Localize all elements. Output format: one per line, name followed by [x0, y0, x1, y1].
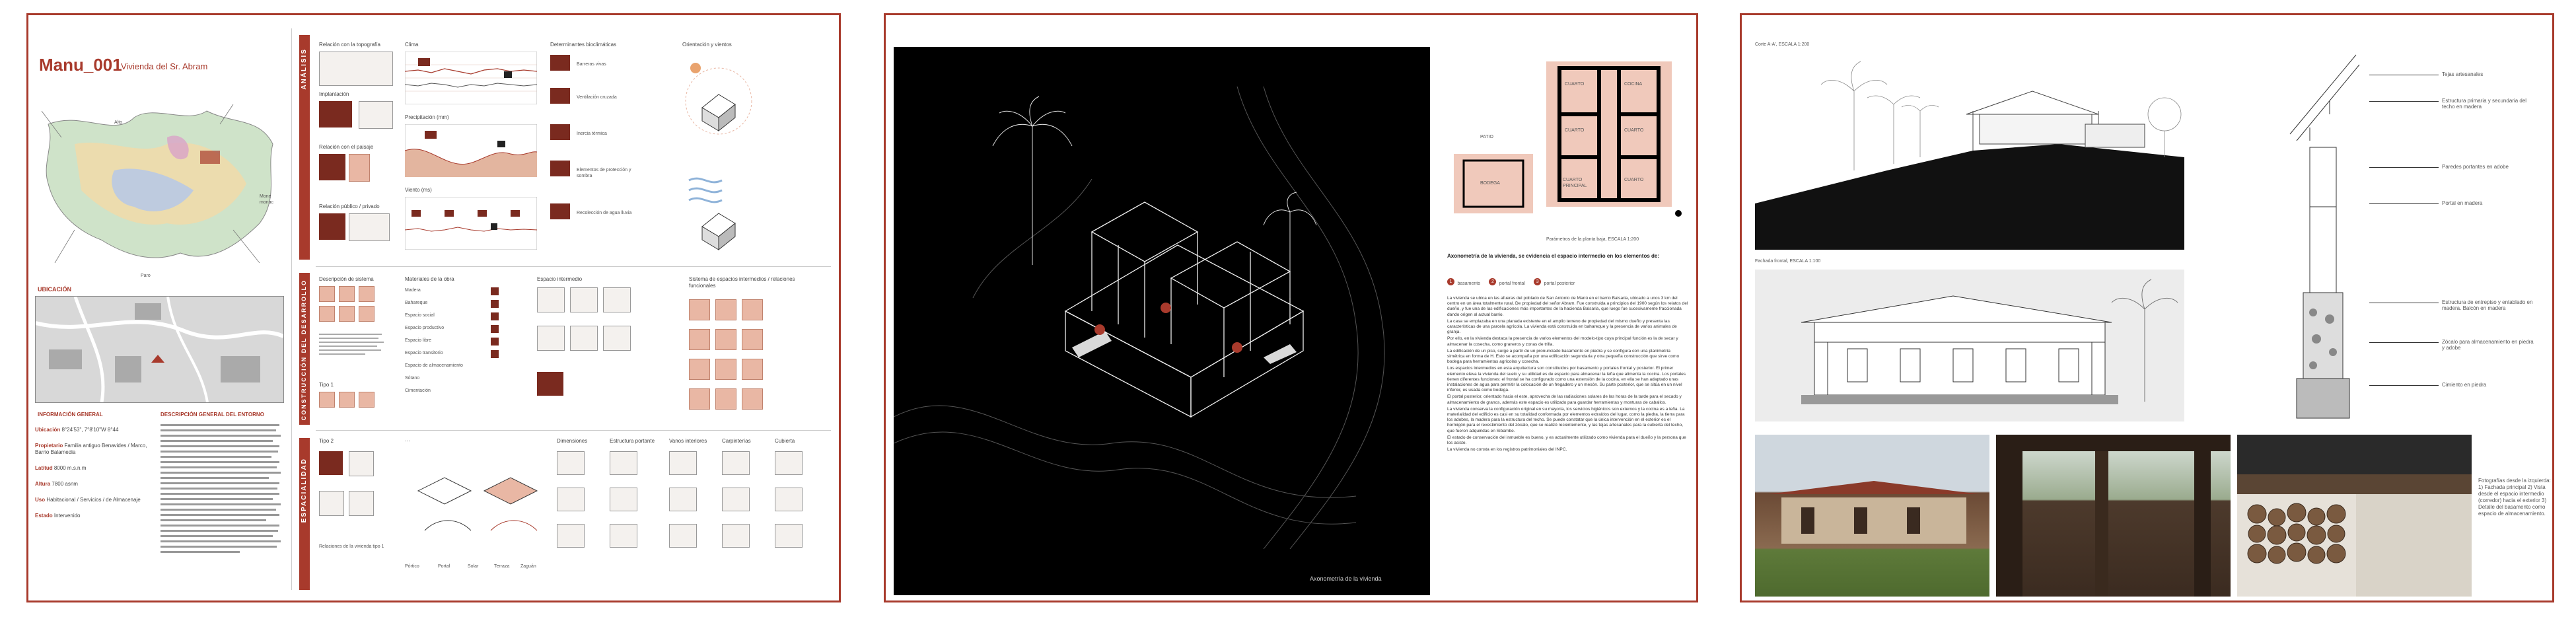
- detail-tile: [610, 524, 637, 548]
- pattern-tile: [715, 359, 736, 380]
- paragraph: La edificación de un piso, surge a partir de un pronunciado basamento en piedra y se configura con una planimetría simétrica en forma de H. Esto se acompaña por una edificación segundaria y otra pequeña construcción que sirve como bodega para herramientas agrícolas y cosecha.: [1447, 348, 1680, 365]
- photo-corridor: [1996, 435, 2231, 597]
- bottom-label: Estructura portante: [610, 438, 655, 444]
- pattern-tile: [742, 299, 763, 320]
- material-item: Espacio transitorio: [405, 351, 443, 355]
- info-value: 8°24'53", 7°8'10"W 8°44: [61, 427, 119, 433]
- axonometry-drawing: [894, 47, 1430, 595]
- left-column: [35, 22, 286, 597]
- chart-label-precip: Precipitación (mm): [405, 114, 449, 120]
- space-diagram: [603, 326, 631, 351]
- paisaje-diagram: [319, 154, 345, 180]
- paragraph: El estado de conservación del inmueble es bueno, y es actualmente utilizado como vivienda para el dueño y la persona que los asiste.: [1447, 435, 1686, 446]
- detail-tile: [775, 524, 803, 548]
- system-tile: [359, 306, 375, 322]
- body-text: [1447, 296, 1688, 593]
- check-mark: [491, 312, 499, 320]
- room-label: CUARTO: [1565, 128, 1585, 133]
- material-item: Espacio libre: [405, 338, 432, 343]
- info-value: Habitacional / Servicios / de Almacenaje: [46, 497, 141, 503]
- bio-item: Ventilación cruzada: [577, 95, 617, 100]
- material-item: Sótano: [405, 376, 420, 381]
- system-tile: [319, 392, 335, 408]
- info-value: 7800 asnm: [52, 481, 78, 487]
- band-middle: CONSTRUCCIÓN DEL DESARROLLO: [299, 273, 310, 425]
- publico-privado-diagram: [349, 213, 390, 241]
- chart-label-clima: Clima: [405, 42, 419, 48]
- system-tile: [339, 286, 355, 302]
- pattern-header: ⋯: [405, 438, 410, 444]
- bottom-label: Cubierta: [775, 438, 795, 444]
- room-label: CUARTO: [1624, 178, 1644, 182]
- publico-privado-label: Relación público / privado: [319, 203, 380, 209]
- system-tile: [319, 286, 335, 302]
- band-analysis: ANÁLISIS: [299, 35, 310, 260]
- type-tile: [319, 491, 344, 516]
- marker-1: [1161, 303, 1171, 313]
- precipitation-chart: [405, 124, 537, 177]
- detail-label: Estructura de entrepiso y entablado en madera. Balcón en madera: [2442, 299, 2533, 311]
- construction-detail: [2283, 42, 2363, 431]
- photo-facade: [1755, 435, 1989, 597]
- pattern-tile: [742, 388, 763, 410]
- space-diagram: [570, 287, 598, 312]
- info-general-header: INFORMACIÓN GENERAL: [38, 412, 103, 418]
- detail-tile: [610, 488, 637, 511]
- map-label-alto: Alto: [114, 120, 123, 125]
- board-panel-axonometry: [884, 13, 1698, 602]
- bio-item: Recolección de agua lluvia: [577, 211, 632, 215]
- type-tile: [319, 451, 343, 475]
- check-mark: [491, 287, 499, 295]
- system-tile: [339, 392, 355, 408]
- detail-tile: [722, 524, 750, 548]
- material-item: Cimentación: [405, 388, 431, 393]
- location-map: [35, 98, 286, 276]
- material-item: Bahareque: [405, 301, 428, 305]
- space-diagram: [603, 287, 631, 312]
- detail-tile: [775, 451, 803, 475]
- band-bottom: ESPACIALIDAD: [299, 438, 310, 590]
- info-key: Ubicación: [35, 427, 61, 433]
- legend-marker: 2: [1489, 278, 1496, 285]
- detail-label: Portal en madera: [2442, 200, 2483, 206]
- pattern-tile: [742, 359, 763, 380]
- info-value: Intervenido: [54, 513, 81, 519]
- material-item: Espacio de almacenamiento: [405, 363, 463, 368]
- pattern-tile: [715, 299, 736, 320]
- room-label: CUARTO PRINCIPAL: [1563, 178, 1587, 188]
- legend-marker: 3: [1534, 278, 1541, 285]
- detail-tile: [669, 451, 697, 475]
- bio-icon: [550, 203, 570, 219]
- system-tile: [319, 306, 335, 322]
- pattern-label: Terraza: [494, 564, 510, 569]
- detail-tile: [669, 488, 697, 511]
- paragraph: La casa se emplazaba en una planada existente en el amplio terreno de propiedad del mismo dueño y presenta las características de una parcela agrícola. La vivienda está construida en bahareque y la presencia de varios animales de granja.: [1447, 318, 1677, 335]
- info-key: Uso: [35, 497, 46, 503]
- room-label: BODEGA: [1480, 181, 1500, 186]
- detail-tile: [557, 451, 585, 475]
- facade-drawing: [1755, 270, 2184, 421]
- bio-icon: [550, 88, 570, 104]
- divider: [316, 266, 831, 267]
- detail-label: Zócalo para almacenamiento en piedra y adobe: [2442, 339, 2534, 351]
- room-label: CUARTO: [1565, 82, 1585, 87]
- temperature-chart: [405, 52, 537, 104]
- space-diagram: [537, 287, 565, 312]
- detail-tile: [775, 488, 803, 511]
- legend-item: portal frontal: [1499, 281, 1525, 286]
- detail-tile: [722, 451, 750, 475]
- sistema-label: Descripción de sistema: [319, 276, 374, 282]
- type-tile: [349, 451, 374, 476]
- facade-title: Fachada frontal, ESCALA 1:100: [1755, 259, 1821, 264]
- entorno-text: [161, 421, 283, 580]
- paragraph: Por ello, en la vivienda destaca la presencia de varios elementos del modelo-tipo cuya principal función es la de secar y almacenar la cosecha, como graneros y zonas de trilla.: [1447, 336, 1678, 347]
- room-label: CUARTO: [1624, 128, 1644, 133]
- space-diagram: [537, 372, 563, 396]
- pattern-tile: [742, 329, 763, 350]
- pattern-tile: [689, 299, 710, 320]
- detail-label: Paredes portantes en adobe: [2442, 164, 2509, 170]
- material-item: Espacio social: [405, 313, 435, 318]
- info-value: Familia antiguo Benavides / Marco, Barrio Balamedia: [35, 443, 147, 455]
- bio-item: Inercia térmica: [577, 131, 607, 136]
- info-table: [35, 421, 154, 519]
- space-diagram: [537, 326, 565, 351]
- detail-tile: [722, 488, 750, 511]
- leader-line: [2369, 342, 2439, 343]
- detail-tile: [557, 488, 585, 511]
- ubicacion-label: UBICACIÓN: [38, 286, 71, 293]
- system-tile: [359, 392, 375, 408]
- room-label: PATIO: [1480, 135, 1493, 139]
- tipo1-label: Tipo 1: [319, 382, 334, 388]
- info-key: Estado: [35, 513, 53, 519]
- pattern-tile: [689, 359, 710, 380]
- detail-tile: [669, 524, 697, 548]
- room-label: COCINA: [1624, 82, 1643, 87]
- axono-title: Axonometría de la vivienda, se evidencia el espacio intermedio en los elementos de:: [1447, 253, 1660, 259]
- bottom-label: Dimensiones: [557, 438, 588, 444]
- detail-labels: [2369, 42, 2541, 438]
- implantacion-label: Implantación: [319, 91, 349, 97]
- locator-map: [35, 296, 284, 403]
- pattern-label: Portal: [438, 564, 450, 569]
- check-mark: [491, 338, 499, 346]
- detail-tile: [557, 524, 585, 548]
- check-mark: [491, 325, 499, 333]
- marker-3: [1094, 324, 1105, 335]
- leader-line: [2369, 167, 2439, 168]
- paragraph: El portal posterior, orientado hacia el este, aprovecha de las radiaciones solares de las horas de la tarde para el secado y almacenamiento de granos, además este espacio es utilizado para guardar herramientas y monturas de caballos.: [1447, 394, 1682, 405]
- plan-caption: Parámetros de la planta baja, ESCALA 1:200: [1546, 237, 1639, 242]
- type-tile: [349, 491, 374, 516]
- pattern-label: Zaguán: [520, 564, 536, 569]
- info-value: 8000 m.s.n.m: [54, 465, 87, 471]
- pattern-label: Solar: [468, 564, 479, 569]
- wind-diagram: [682, 167, 755, 260]
- bottom-label: Vanos interiores: [669, 438, 707, 444]
- divider: [316, 430, 831, 431]
- patterns-diagram: [405, 451, 544, 557]
- topo-diagram: [319, 52, 393, 86]
- leader-line: [2369, 101, 2439, 102]
- info-key: Latitud: [35, 465, 53, 471]
- material-item: Espacio productivo: [405, 326, 445, 330]
- detail-label: Cimiento en piedra: [2442, 382, 2487, 388]
- floor-plan: [1447, 42, 1685, 233]
- paragraph: La vivienda conserva la configuración original en su mayoría, los servicios higiénicos son externos y la cocina es a leña. La materialidad del edificio es casi en su totalidad conformada por elementos extraídos del lugar, como la piedra, la tierra para los adobes, la madera para la estructura del techo. Se puede constatar que la única intervención en el exterior es el hormigón para el revestimiento del zócalo, que se realizó recientemente, y las tejas artesanales para la cubierta del techo, que fueron adquiridas en Sibambe.: [1447, 406, 1685, 433]
- legend-item: portal posterior: [1544, 281, 1575, 286]
- bio-icon: [550, 161, 570, 176]
- bio-item: Barreras vivas: [577, 62, 606, 67]
- bio-icon: [550, 124, 570, 140]
- board-subtitle: Vivienda del Sr. Abram: [121, 61, 208, 71]
- system-tile: [339, 306, 355, 322]
- topo-label: Relación con la topografía: [319, 42, 380, 48]
- map-label-paro: Paro: [141, 273, 151, 278]
- info-key: Altura: [35, 481, 51, 487]
- entorno-header: DESCRIPCIÓN GENERAL DEL ENTORNO: [161, 412, 264, 418]
- paisaje-diagram: [349, 154, 370, 182]
- axonometry-caption: Axonometría de la vivienda: [1310, 575, 1382, 582]
- paisaje-label: Relación con el paisaje: [319, 144, 374, 150]
- paragraph: La vivienda no consta en los registros patrimoniales del INPC.: [1447, 447, 1567, 453]
- photo-basement: [2237, 435, 2472, 597]
- board-panel-sections: [1740, 13, 2554, 602]
- implantacion-diagram: [359, 101, 393, 129]
- legend-marker: 1: [1447, 278, 1454, 285]
- implantacion-diagram: [319, 101, 352, 127]
- detail-label: Estructura primaria y secundaria del techo en madera: [2442, 98, 2527, 110]
- leader-line: [2369, 203, 2439, 204]
- board-title: Manu_001: [39, 55, 122, 75]
- legend: [1447, 276, 1685, 287]
- orientacion-label: Orientación y vientos: [682, 42, 732, 48]
- detail-tile: [610, 451, 637, 475]
- pattern-tile: [715, 388, 736, 410]
- paragraph: La vivienda se ubica en las afueras del poblado de San Antonio de Manú en el barrio Balsaria, ubicado a unos 3 km del centro en un área totalmente rural. De propiedad del señor Abram. Fue construida a principios del 1900 según los relatos del dueño, y fue una de las edificaciones más importantes de la hacienda Balsaria, que luego fue sucesivamente fraccionada dando origen al actual barrio.: [1447, 296, 1688, 317]
- section-title: Corte A-A', ESCALA 1:200: [1755, 42, 1810, 47]
- determinantes-label: Determinantes bioclimáticas: [550, 42, 617, 48]
- pattern-tile: [715, 329, 736, 350]
- pattern-tile: [689, 329, 710, 350]
- legend-item: basamento: [1457, 281, 1481, 286]
- publico-privado-diagram: [319, 213, 345, 240]
- divider: [291, 28, 292, 590]
- check-mark: [491, 300, 499, 308]
- chart-label-wind: Viento (ms): [405, 187, 432, 193]
- wind-chart: [405, 197, 537, 250]
- pattern-label: Pórtico: [405, 564, 419, 569]
- paragraph: Los espacios intermedios en esta arquitectura son constituidos por basamento y portales frontal y posterior. El primer elemento eleva la vivienda del suelo y su utilidad es de espacio para almacenar la leña que alimenta la cocina. Los portales tienen diferentes funciones: el frontal se ha configurado como una extensión de la cocina, en ella se han adaptado unas instalaciones de agua para permitir la colocación de un fregadero y un mesón. Su parte posterior, que se sitúa en un nivel inferior, es usada como bodega.: [1447, 366, 1686, 393]
- section-drawing: [1755, 52, 2184, 250]
- info-key: Propietario: [35, 443, 63, 449]
- pattern-tile: [689, 388, 710, 410]
- space-diagram: [570, 326, 598, 351]
- bottom-label: Carpinterías: [722, 438, 751, 444]
- system-text: [319, 332, 385, 372]
- board-panel-analysis: [26, 13, 841, 602]
- bio-icon: [550, 55, 570, 71]
- orientation-diagram: [682, 55, 755, 147]
- material-item: Madera: [405, 288, 421, 293]
- marker-2: [1232, 342, 1242, 353]
- photos-caption: Fotografías desde la izquierda: 1) Fachada principal 2) Vista desde el espacio intermedio (corredor) hacia el exterior 3) Detalle del basamento como espacio de almacenamiento.: [2478, 478, 2551, 517]
- leader-line: [2369, 385, 2439, 386]
- tipo2-label: Tipo 2: [319, 438, 334, 444]
- detail-label: Tejas artesanales: [2442, 71, 2484, 77]
- espacio-intermedio-label: Espacio intermedio: [537, 276, 583, 282]
- check-mark: [491, 350, 499, 358]
- bio-item: Elementos de protección y sombra: [577, 168, 631, 178]
- materiales-label: Materiales de la obra: [405, 276, 454, 282]
- bottom-caption: Relaciones de la vivienda tipo 1: [319, 544, 384, 549]
- sistema-espacios-label: Sistema de espacios intermedios / relaciones funcionales: [689, 276, 795, 289]
- system-tile: [359, 286, 375, 302]
- map-label-side: Mone monac: [260, 194, 274, 205]
